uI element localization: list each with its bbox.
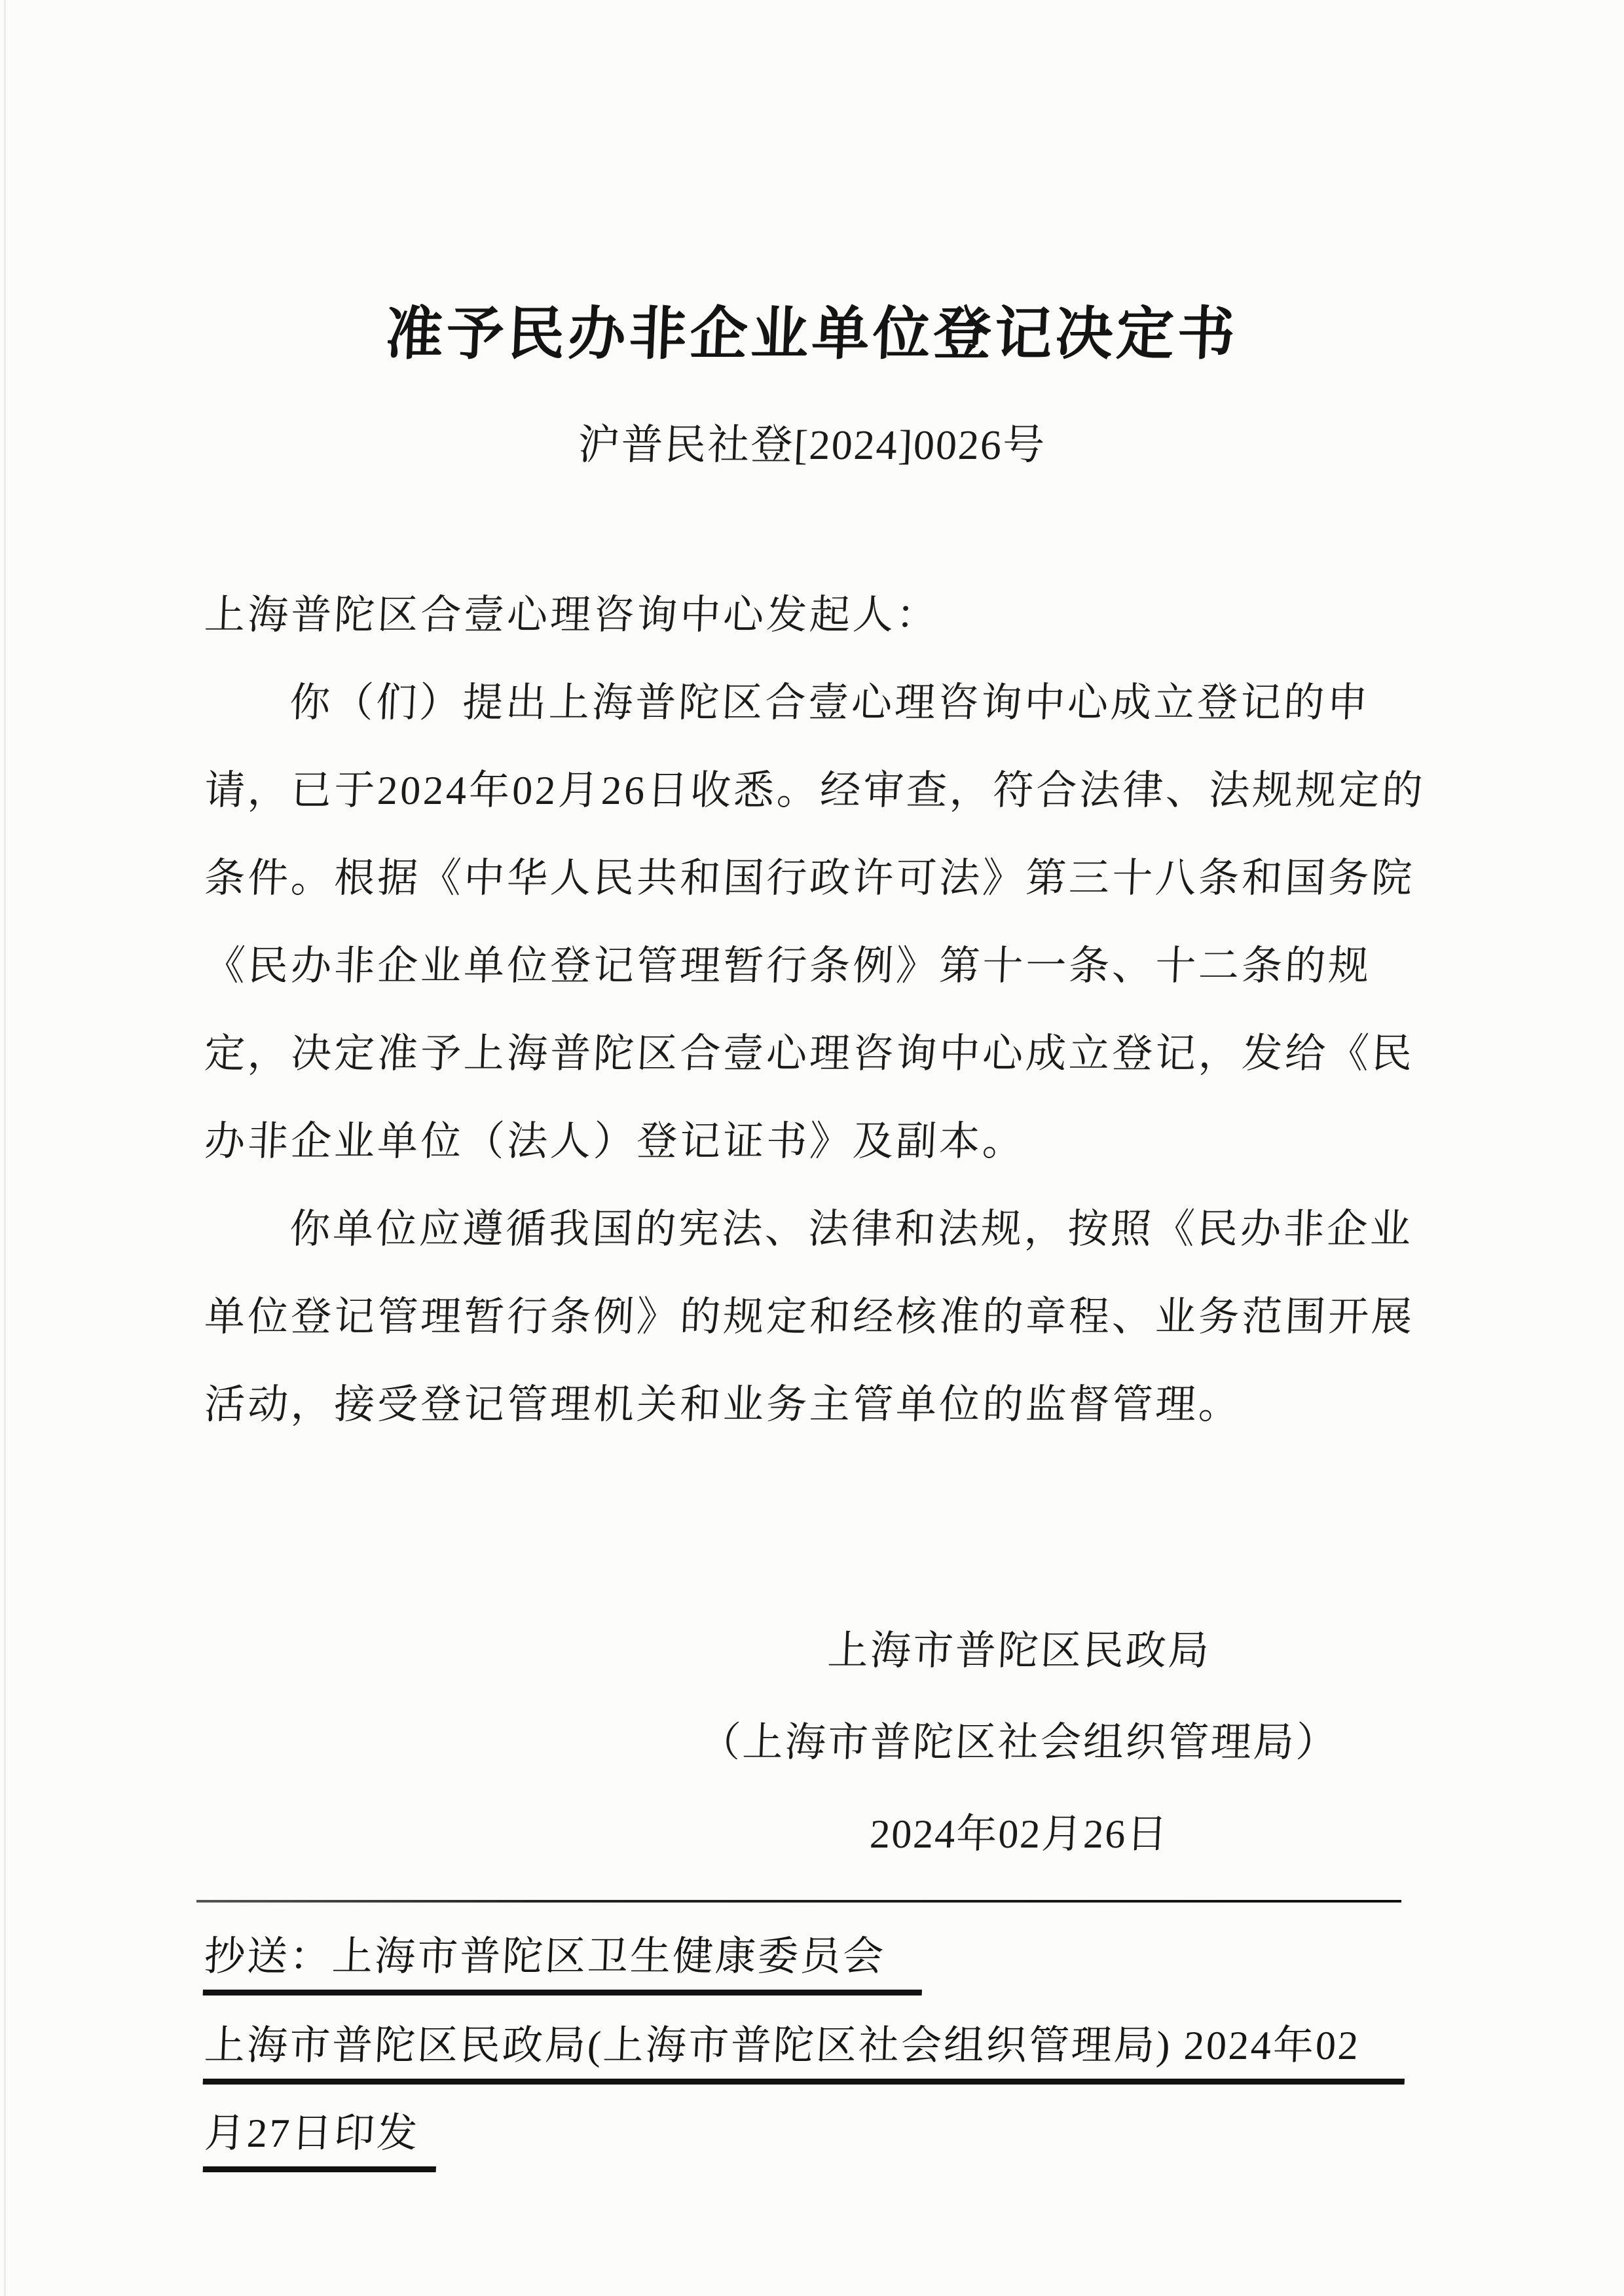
- signature-block: [571, 1612, 1467, 1887]
- issue-line-2-text: 月27日印发: [203, 2100, 439, 2172]
- document-title: 准予民办非企业单位登记决定书: [384, 303, 1240, 367]
- body-line: 请，已于2024年02月26日收悉。经审查，符合法律、法规规定的: [203, 769, 1426, 813]
- issue-line-1-text: 上海市普陀区民政局(上海市普陀区社会组织管理局) 2024年02: [203, 2013, 1408, 2085]
- body-line: 定，决定准予上海普陀区合壹心理咨询中心成立登记，发给《民: [203, 1032, 1416, 1076]
- cc-line-text: 抄送：上海市普陀区卫生健康委员会: [203, 1923, 925, 1995]
- body-line: 单位登记管理暂行条例》的规定和经核准的章程、业务范围开展: [203, 1295, 1416, 1339]
- issue-line-1: [203, 2013, 1408, 2085]
- signature-org: 上海市普陀区民政局: [826, 1629, 1212, 1673]
- body-text-block: [203, 576, 1426, 1453]
- cc-line: [203, 1923, 925, 1995]
- doc-number: 沪普民社登[2024]0026号: [576, 422, 1047, 468]
- salutation-line: 上海普陀区合壹心理咨询中心发起人：: [203, 593, 940, 638]
- signature-date: 2024年02月26日: [868, 1812, 1170, 1857]
- body-line: 条件。根据《中华人民共和国行政许可法》第三十八条和国务院: [203, 856, 1416, 901]
- body-line: 你（们）提出上海普陀区合壹心理咨询中心成立登记的申: [288, 681, 1371, 725]
- issue-line-2: [203, 2100, 439, 2172]
- signature-org-alt: （上海市普陀区社会组织管理局）: [699, 1721, 1340, 1765]
- footer-separator-rule: [196, 1900, 1401, 1903]
- body-line: 你单位应遵循我国的宪法、法律和法规，按照《民办非企业: [288, 1207, 1414, 1252]
- body-line: 活动，接受登记管理机关和业务主管单位的监督管理。: [203, 1383, 1243, 1427]
- body-line: 办非企业单位（法人）登记证书》及副本。: [203, 1120, 1027, 1164]
- body-line: 《民办非企业单位登记管理暂行条例》第十一条、十二条的规: [203, 944, 1373, 989]
